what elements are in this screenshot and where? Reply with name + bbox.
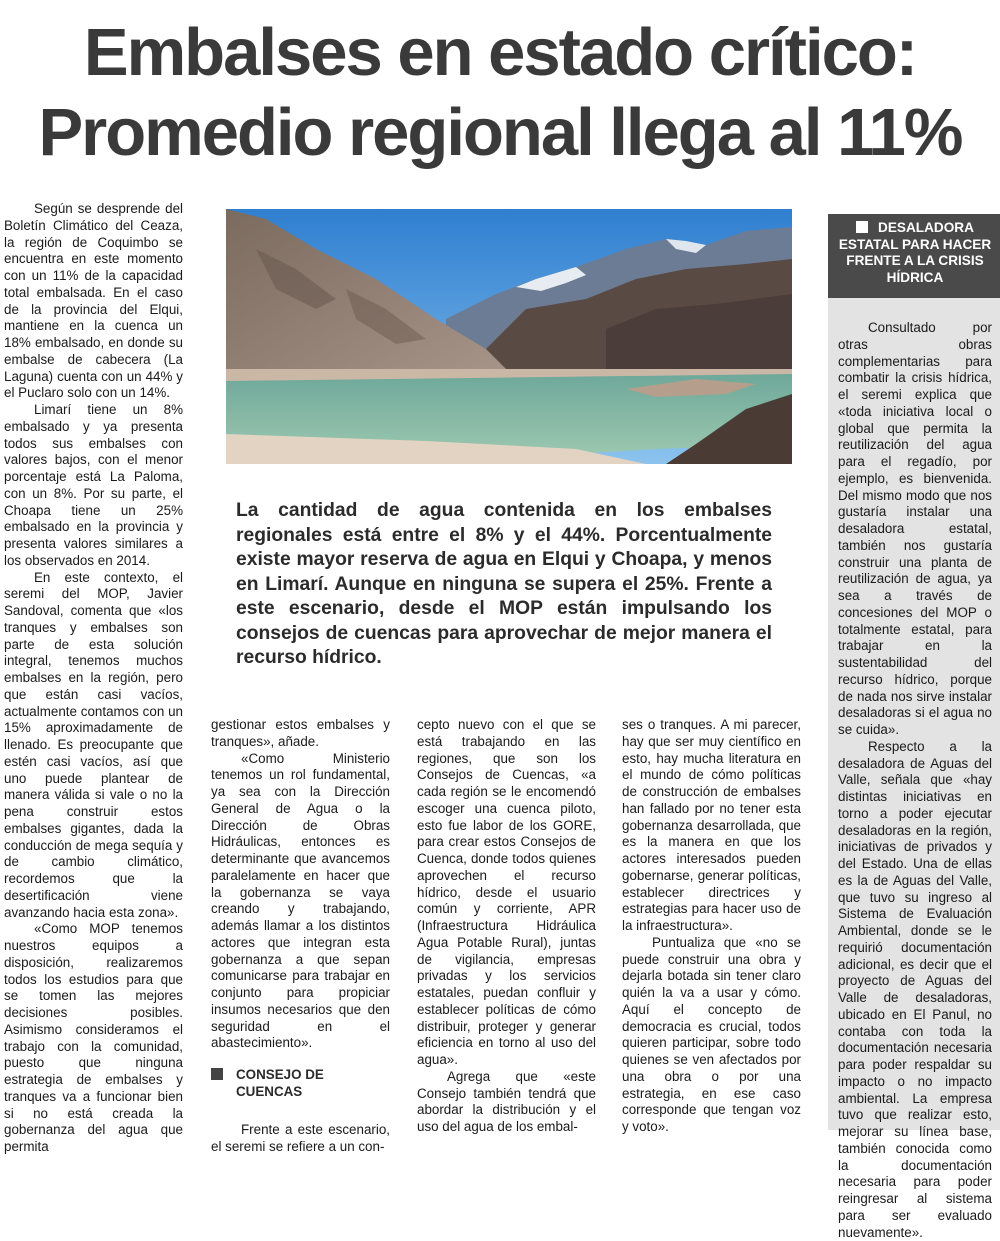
square-bullet-icon [856, 221, 868, 233]
square-bullet-icon [211, 1068, 223, 1080]
sidebar-box [828, 214, 1000, 1240]
paragraph: Agrega que «este Consejo también tendrá que abordar la distribución y el uso del agua de los embal- [417, 1068, 596, 1134]
body-column-1 [4, 201, 183, 1156]
sidebar-body [828, 298, 1000, 1241]
sidebar-title: DESALADORA ESTATAL PARA HACER FRENTE A LA CRISIS HÍDRICA [838, 220, 992, 285]
subhead-label: CONSEJO DE CUENCAS [236, 1067, 324, 1099]
section-subhead [211, 1066, 390, 1100]
headline-line-1: Embalses en estado crítico: [83, 15, 917, 90]
paragraph: gestionar estos embalses y tranques», añade. [211, 717, 390, 749]
reservoir-photo [226, 209, 792, 464]
paragraph: En este contexto, el seremi del MOP, Javier Sandoval, comenta que «los tranques y embalses son parte de esta solución integral, tenemos muchos embalses en la región, pero que están casi vacíos, actualmente contamos con un 15% aproximadamente de llenado. Es preocupante que estén casi vacíos, así que uno puede plantear de manera válida si vale o no la pena construir estos embalses gigantes, dada la conducción de mega sequía y de cambio climático, recordemos que la desertificación viene avanzando hacia esta zona». [4, 569, 183, 920]
lead-paragraph: La cantidad de agua contenida en los embalses regionales está entre el 8% y el 44%. Porcentualmente existe mayor reserva de agua en Elqui y Choapa, y menos en Limarí. Aunque en ninguna se supera el 25%. Frente a este escenario, desde el MOP están impulsando los consejos de cuencas para aprovechar de mejor manera el recurso hídrico. [236, 500, 772, 668]
paragraph: Puntualiza que «no se puede construir una obra y dejarla botada sin tener claro quién la va a usar y cómo. Aquí el concepto de democracia es crucial, todos quieren participar, sobre todo quienes se ven afectados por una obra o por una estrategia, en ese caso corresponde que tengan voz y voto». [622, 934, 801, 1134]
paragraph: «Como MOP tenemos nuestros equipos a disposición, realizaremos todos los estudios para que se tomen las mejores decisiones posibles. Asimismo consideramos el trabajo con la comunidad, puesto que ninguna estrategia de embalses y tranques va a funcionar bien si no está creada la gobernanza del agua que permita [4, 921, 183, 1154]
paragraph: Respecto a la desaladora de Aguas del Valle, señala que «hay distintas iniciativas en torno a poder ejecutar desaladoras en la región, iniciativas de privados y del Estado. Una de ellas es la de Aguas del Valle, que tuvo su ingreso al Sistema de Evaluación Ambiental, donde se le requirió documentación adicional, es decir que el proyecto de Aguas del Valle de desaladoras, ubicado en El Panul, no contaba con toda la documentación necesaria para poder respaldar su impacto o no impacto ambiental. La empresa tuvo que realizar esto, mejorar su línea base, también conocida como la documentación necesaria para poder reingresar al sistema para ser evaluado nuevamente». [838, 738, 992, 1240]
paragraph: «Como Ministerio tenemos un rol fundamental, ya sea con la Dirección General de Agua o la Dirección de Obras Hidráulicas, entonces es determinante que avancemos paralelamente en hacer que la gobernanza se vaya creando y trabajando, además llamar a los distintos actores que integran esta gobernanza a que sepan comunicarse para trabajar en conjunto para propiciar insumos necesarios que den seguridad en el abastecimiento». [211, 750, 390, 1051]
body-column-2 [211, 717, 390, 1156]
paragraph: Según se desprende del Boletín Climático del Ceaza, la región de Coquimbo se encuentra en este momento con un 11% de la capacidad total embalsada. En el caso de la provincia del Elqui, mantiene en la cuenca un 18% embalsado, en donde su embalse de cabecera (La Laguna) cuenta con un 44% y el Puclaro solo con un 14%. [4, 201, 183, 401]
paragraph: Frente a este escenario, el seremi se refiere a un con- [211, 1122, 390, 1154]
paragraph: ses o tranques. A mi parecer, hay que ser muy científico en esto, hay mucha literatura en el mundo de cómo políticas de construcción de embalses han fallado por no tener esta gobernanza desarrollada, que es la manera en que los actores interesados pueden gobernarse, generar políticas, establecer directrices y estrategias para hacer uso de la infraestructura». [622, 717, 801, 933]
paragraph: Limarí tiene un 8% embalsado y ya presenta todos sus embalses con valores bajos, con el menor porcentaje está La Paloma, con un 8%. Por su parte, el Choapa tiene un 25% embalsado en la provincia y presenta valores similares a los observados en 2014. [4, 402, 183, 568]
body-column-3 [417, 717, 596, 1136]
paragraph: cepto nuevo con el que se está trabajando en las regiones, que son los Consejos de Cuencas, «a cada región se le encomendó escoger una cuenca piloto, esto fue labor de los GORE, para crear estos Consejos de Cuenca, donde todos quienes aprovechen el recurso hídrico, desde el usuario común y corriente, APR (Infraestructura Hidráulica Agua Potable Rural), juntas de vigilancia, empresas privadas y los servicios estatales, puedan confluir y establecer políticas de cómo distribuir, proteger y generar eficiencia en torno al uso del agua». [417, 717, 596, 1067]
sidebar-header [828, 214, 1000, 298]
landscape-reservoir-photo-icon [226, 209, 792, 464]
headline-line-2: Promedio regional llega al 11% [38, 95, 962, 170]
paragraph: Consultado por otras obras complementarias para combatir la crisis hídrica, el seremi explica que «toda iniciativa local o global que permita la reutilización del agua para el regadío, por ejemplo, es bienvenida. Del mismo modo que nos gustaría instalar una desaladora estatal, también nos gustaría construir una planta de reutilización de agua, ya sea a través de concesiones del MOP o totalmente estatal, para trabajar en la sustentabilidad del recurso hídrico, porque de nada nos sirve instalar desaladoras si el agua no se cuida». [838, 320, 992, 737]
body-column-4 [622, 717, 801, 1136]
